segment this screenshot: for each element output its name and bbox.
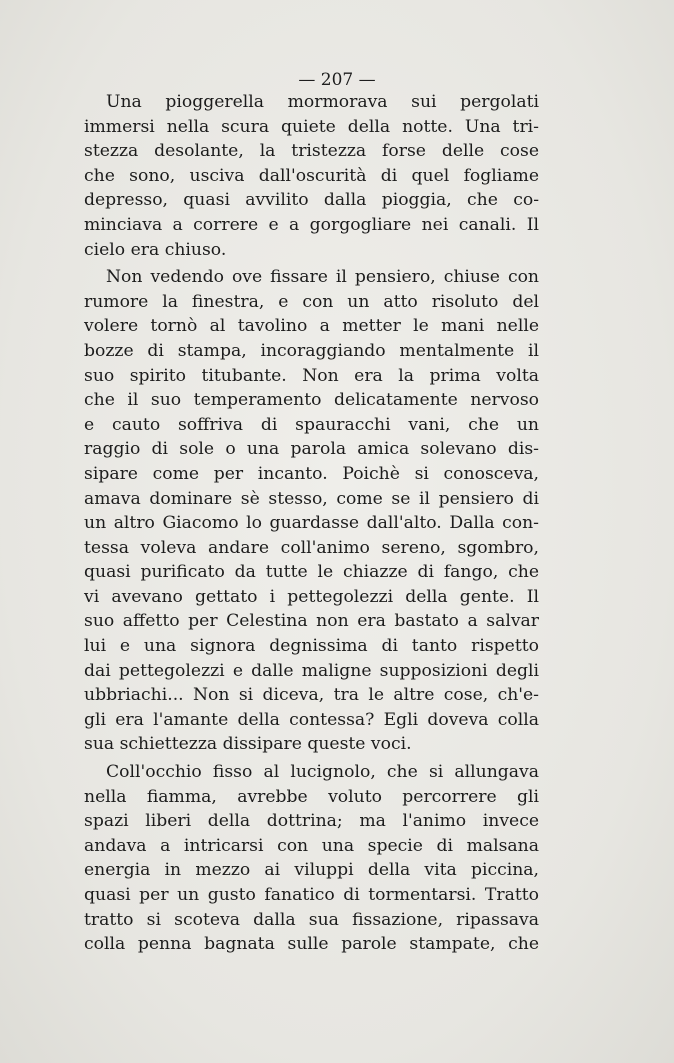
text-line: minciava a correre e a gorgogliare nei canali. Il [84, 214, 539, 235]
text-line: rumore la finestra, e con un atto risoluto del [84, 291, 539, 312]
text-line: Coll'occhio fisso al lucignolo, che si allungava [106, 762, 539, 783]
text-line: cielo era chiuso. [84, 239, 227, 260]
text-line: bozze di stampa, incoraggiando mentalmente il [84, 340, 539, 361]
text-line: tratto si scoteva dalla sua fissazione, ripassava [84, 909, 539, 930]
text-line: che il suo temperamento delicatamente nervoso [84, 390, 539, 411]
text-line: colla penna bagnata sulle parole stampate, che [84, 934, 539, 955]
text-line: andava a intricarsi con una specie di malsana [84, 835, 539, 856]
text-line: quasi per un gusto fanatico di tormentarsi. Tratto [84, 885, 539, 905]
text-line: amava dominare sè stesso, come se il pensiero di [84, 488, 539, 509]
text-line: e cauto soffriva di spauracchi vani, che un [84, 414, 539, 435]
text-line: che sono, usciva dall'oscurità di quel fogliame [84, 165, 539, 186]
text-line: nella fiamma, avrebbe voluto percorrere gli [84, 786, 539, 807]
text-line: quasi purificato da tutte le chiazze di fango, che [84, 562, 539, 583]
page-number: — 207 — [298, 70, 376, 90]
text-line: ubbriachi... Non si diceva, tra le altre cose, ch'e- [84, 685, 539, 706]
text-line: sipare come per incanto. Poichè si conosceva, [84, 463, 539, 484]
text-line: dai pettegolezzi e dalle maligne supposizioni degli [84, 660, 539, 681]
text-line: gli era l'amante della contessa? Egli doveva colla [84, 709, 539, 730]
text-line: Non vedendo ove fissare il pensiero, chiuse con [106, 267, 539, 288]
text-line: suo affetto per Celestina non era bastato a salvar [84, 611, 539, 632]
text-line: un altro Giacomo lo guardasse dall'alto. Dalla con- [84, 513, 539, 534]
paragraph-1 [84, 90, 539, 262]
text-line: Una pioggerella mormorava sui pergolati [106, 92, 539, 112]
text-line: vi avevano gettato i pettegolezzi della gente. Il [84, 586, 539, 607]
text-line: volere tornò al tavolino a metter le mani nelle [84, 316, 539, 337]
text-line: depresso, quasi avvilito dalla pioggia, che co- [84, 190, 539, 211]
text-line: raggio di sole o una parola amica solevano dis- [84, 439, 539, 460]
text-line: tessa voleva andare coll'animo sereno, sgombro, [84, 537, 539, 558]
paragraph-3 [84, 760, 539, 957]
text-line: immersi nella scura quiete della notte. Una tri- [84, 116, 539, 137]
text-line: lui e una signora degnissima di tanto rispetto [84, 636, 539, 657]
text-line: energia in mezzo ai viluppi della vita piccina, [84, 860, 539, 881]
text-line: spazi liberi della dottrina; ma l'animo invece [84, 811, 539, 832]
text-line: stezza desolante, la tristezza forse delle cose [84, 141, 539, 162]
body-text [84, 90, 539, 957]
paragraph-2 [84, 265, 539, 757]
text-line: suo spirito titubante. Non era la prima volta [84, 365, 539, 386]
text-line: sua schiettezza dissipare queste voci. [84, 734, 412, 755]
